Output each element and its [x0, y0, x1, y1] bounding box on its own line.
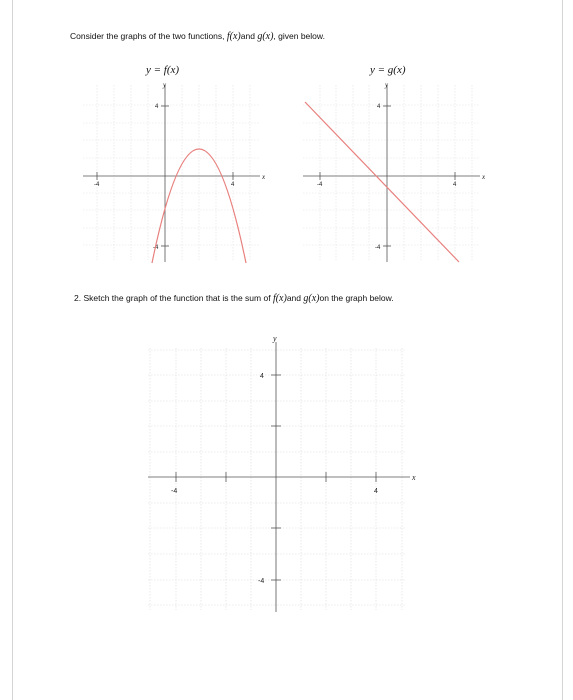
graph-sum-y-label: y — [273, 334, 277, 343]
graph-f-x-label: x — [262, 173, 266, 181]
graph-g-tick-y-pos: 4 — [377, 104, 381, 110]
graph-g-tick-y-neg: -4 — [375, 245, 381, 251]
graph-f — [80, 80, 270, 265]
question-2-text — [74, 293, 394, 304]
intro-suffix: , given below. — [273, 31, 325, 41]
question-2-g: g(x) — [303, 293, 320, 304]
graph-sum-tick-y-pos: 4 — [260, 373, 264, 380]
graph-g-line — [305, 102, 459, 262]
intro-text — [70, 31, 325, 42]
graph-f-tick-x-pos: 4 — [231, 182, 235, 188]
intro-g: g(x) — [257, 31, 274, 42]
intro-prefix: Consider the graphs of the two functions, — [70, 31, 227, 41]
question-2-and: and — [286, 293, 304, 303]
graph-f-tick-y-neg: -4 — [153, 245, 159, 251]
question-2-prefix: 2. Sketch the graph of the function that is the sum of — [74, 293, 273, 303]
question-2-suffix: on the graph below. — [319, 293, 394, 303]
graph-g — [298, 80, 488, 265]
graph-g-tick-x-pos: 4 — [453, 182, 457, 188]
graph-f-title: y = f(x) — [146, 64, 180, 76]
graph-sum[interactable] — [140, 330, 430, 615]
graph-sum-tick-x-pos: 4 — [374, 488, 378, 495]
graph-sum-tick-x-neg: -4 — [171, 488, 178, 495]
graph-f-grid — [83, 85, 260, 260]
graph-g-title: y = g(x) — [370, 64, 406, 76]
intro-and: and — [240, 31, 258, 41]
graph-f-tick-y-pos: 4 — [155, 104, 159, 110]
graph-sum-grid — [148, 348, 405, 610]
question-2-f: f(x) — [272, 293, 287, 304]
graph-f-y-label: y — [163, 81, 167, 89]
graph-g-y-label: y — [385, 81, 389, 89]
graph-g-x-label: x — [482, 173, 486, 181]
graph-sum-x-label: x — [412, 473, 416, 482]
graph-sum-tick-y-neg: -4 — [258, 578, 265, 585]
graph-g-tick-x-neg: -4 — [317, 182, 323, 188]
graph-f-tick-x-neg: -4 — [94, 182, 100, 188]
intro-f: f(x) — [226, 31, 241, 42]
graph-g-grid — [303, 85, 480, 260]
